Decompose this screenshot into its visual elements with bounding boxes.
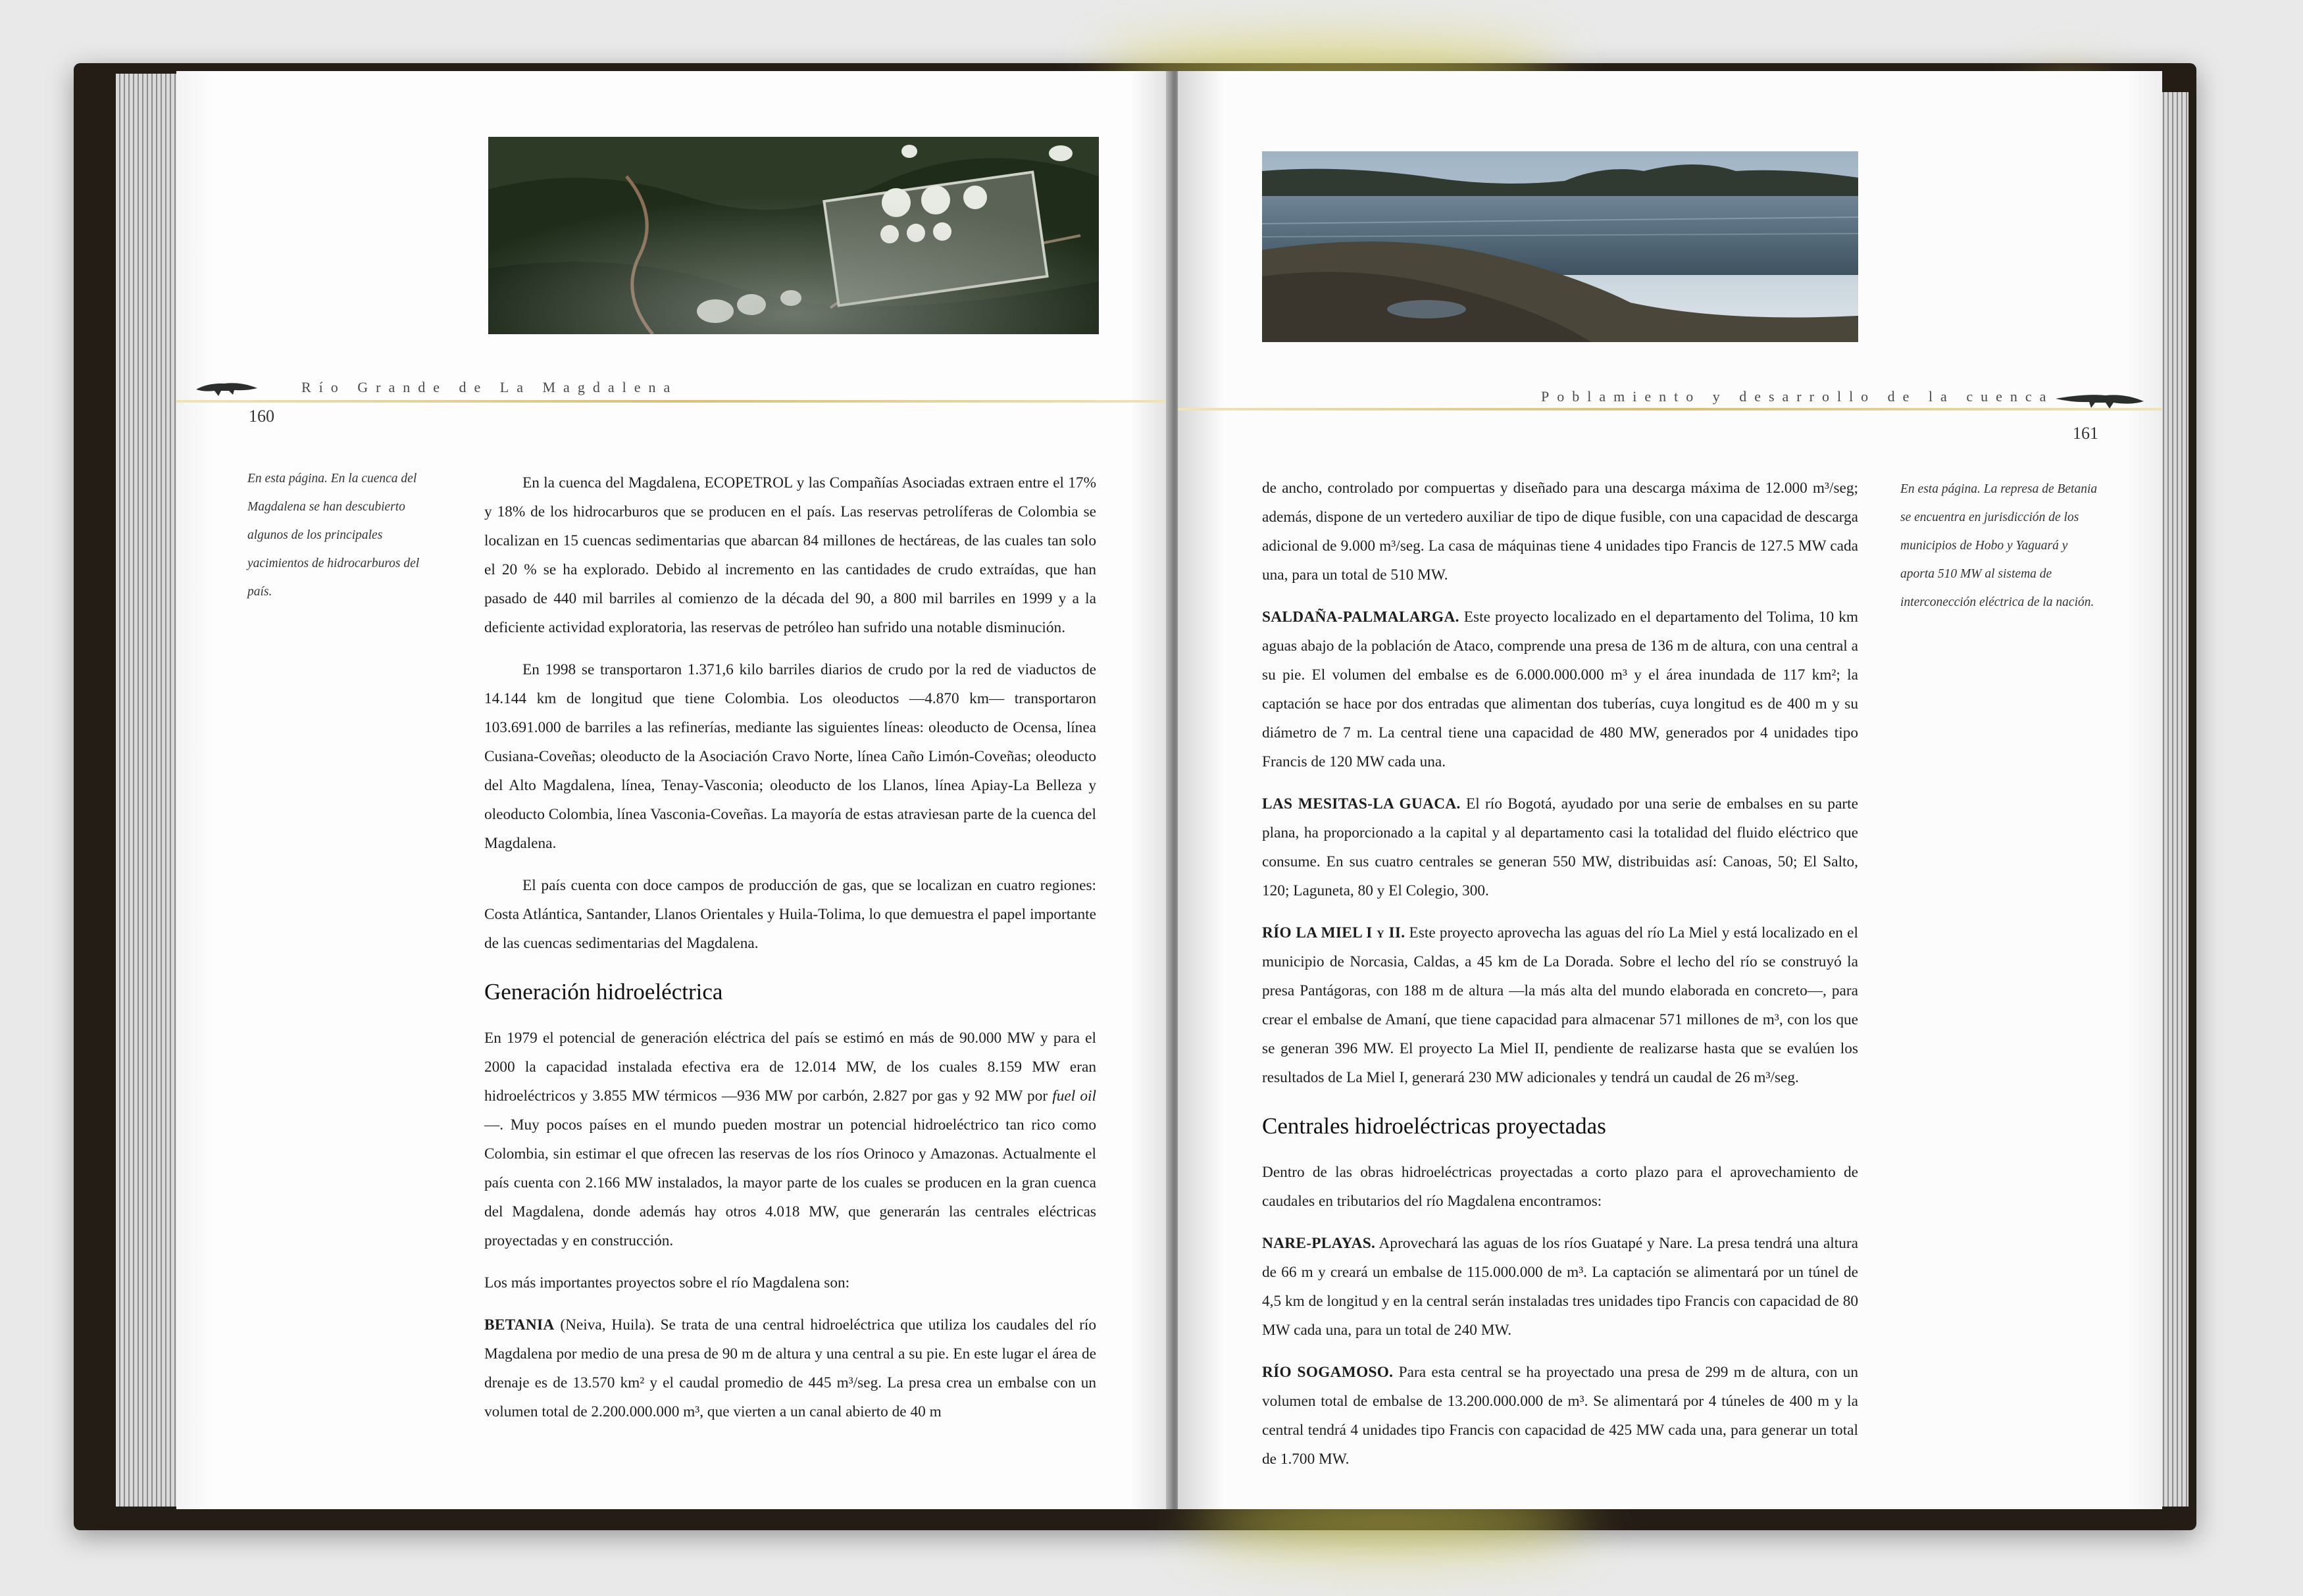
- oil-field-photo-svg: [488, 137, 1099, 334]
- project-name: BETANIA: [484, 1316, 555, 1334]
- right-page: [1178, 71, 2162, 1509]
- paragraph: [484, 1310, 1096, 1426]
- paragraph: En 1998 se transportaron 1.371,6 kilo barriles diarios de crudo por la red de viaductos de 14.144 km de longitud que tiene Colombia. Los oleoductos —4.870 km— transportaron 103.691.000 de barriles a las refinerías, mediante las siguientes líneas: oleoducto de Ocensa, línea Cusiana-Coveñas; oleoducto de la Asociación Cravo Norte, línea Caño Limón-Coveñas; oleoducto del Alto Magdalena, línea, Tenay-Vasconia; oleoducto de los Llanos, línea Apiay-La Belleza y oleoducto Colombia, línea Vasconia-Coveñas. La mayoría de estas atraviesan parte de la cuenca del Magdalena.: [484, 661, 1096, 852]
- running-head-left: Río Grande de La Magdalena: [301, 379, 678, 395]
- project-name: LAS MESITAS-LA GUACA.: [1262, 795, 1461, 812]
- text-run: (Neiva, Huila). Se trata de una central hidroeléctrica que utiliza los caudales del río Magdalena por medio de una presa de 90 m de altura y una central a su pie. En este lugar el área de drenaje es de 13.570 km² y el caudal promedio de 445 m³/seg. La presa crea un embalse con un volumen total de 2.200.000.000 m³, que vierten a un canal abierto de 40 m: [484, 1316, 1096, 1420]
- section-heading: Generación hidroeléctrica: [484, 979, 723, 1005]
- section-heading: Centrales hidroeléctricas proyectadas: [1262, 1113, 1606, 1139]
- paragraph: [1262, 918, 1858, 1092]
- caption-left: En esta página. En la cuenca del Magdalena se han descubierto algunos de los principales yacimientos de hidrocarburos del país.: [247, 472, 420, 599]
- paragraph: [1262, 603, 1858, 776]
- page-number-left: 160: [249, 407, 274, 426]
- paragraph: Dentro de las obras hidroeléctricas proyectadas a corto plazo para el aprovechamiento de caudales en tributarios del río Magdalena encontramos:: [1262, 1164, 1858, 1210]
- text-column-right: [1262, 474, 1858, 1487]
- caiman-icon: [2053, 387, 2145, 413]
- betania-reservoir-photo: [1262, 151, 1858, 342]
- project-name: RÍO LA MIEL I y II.: [1262, 924, 1405, 941]
- page-edges-right: [2160, 92, 2189, 1507]
- text-run: El río Bogotá, ayudado por una serie de embalses en su parte plana, ha proporcionado a la capital y al departamento casi la totalidad del fluido eléctrico que consume. En sus cuatro centrales se generan 550 MW, distribuidas así: Canoas, 50; El Salto, 120; Laguneta, 80 y El Colegio, 300.: [1262, 795, 1858, 899]
- running-head-right: Poblamiento y desarrollo de la cuenca: [1541, 388, 2054, 405]
- text-run: En 1979 el potencial de generación eléctrica del país se estimó en más de 90.000 MW y para el 2000 la capacidad instalada efectiva era de 12.014 MW, de los cuales 8.159 MW eran hidroeléctricos y 3.855 MW térmicos —936 MW por carbón, 2.827 por gas y 92 MW por: [484, 1030, 1096, 1105]
- caption-right: En esta página. La represa de Betania se encuentra en jurisdicción de los municipios de Hobo y Yaguará y aporta 510 MW al sistema de interconección eléctrica de la nación.: [1900, 482, 2098, 609]
- text-run: Este proyecto localizado en el departamento del Tolima, 10 km aguas abajo de la población de Ataco, comprende una presa de 136 m de altura, con una central a su pie. El volumen del embalse es de 6.000.000.000 m³ y el área inundada de 117 km²; la captación se hace por dos entradas que alimentan dos tuberías, cuya longitud es de 400 m y su diámetro de 7 m. La central tiene una capacidad de 480 MW, generados por 4 unidades tipo Francis de 120 MW cada una.: [1262, 609, 1858, 770]
- project-name: SALDAÑA-PALMALARGA.: [1262, 609, 1459, 626]
- italic-term: fuel oil: [1052, 1087, 1096, 1105]
- text-run: Este proyecto aprovecha las aguas del río La Miel y está localizado en el municipio de Norcasia, Caldas, a 45 km de La Dorada. Sobre el lecho del río se construyó la presa Pantágoras, con 188 m de altura —la más alta del mundo elaborada en concreto—, para crear el embalse de Amaní, que tiene capacidad para almacenar 571 millones de m³, con los que se generan 396 MW. El proyecto La Miel II, pendiente de realizarse hasta que se evalúen los resultados de La Miel I, generará 230 MW adicionales y tendrá un caudal de 26 m³/seg.: [1262, 924, 1858, 1086]
- reservoir-photo-svg: [1262, 151, 1858, 342]
- project-name: RÍO SOGAMOSO.: [1262, 1364, 1394, 1381]
- caiman-icon: [195, 375, 261, 400]
- project-name: NARE-PLAYAS.: [1262, 1235, 1376, 1252]
- oil-field-aerial-photo: [488, 137, 1099, 334]
- paragraph: [1262, 1358, 1858, 1474]
- text-run: —. Muy pocos países en el mundo pueden mostrar un potencial hidroeléctrico tan rico como Colombia, sin estimar el que ofrecen las reservas de los ríos Orinoco y Amazonas. Actualmente el país cuenta con 2.166 MW instalados, la mayor parte de los cuales se producen en la gran cuenca del Magdalena, donde además hay otros 4.018 MW, que generarán las centrales eléctricas proyectadas y en construcción.: [484, 1116, 1096, 1249]
- page-number-right: 161: [2073, 424, 2098, 443]
- paragraph: [484, 1024, 1096, 1255]
- text-run: Aprovechará las aguas de los ríos Guatapé y Nare. La presa tendrá una altura de 66 m y creará un embalse de 115.000.000 de m³. La captación se alimentará por un túnel de 4,5 km de longitud y en la central serán instaladas tres unidades tipo Francis con capacidad de 80 MW cada una, para un total de 240 MW.: [1262, 1235, 1858, 1339]
- paragraph: de ancho, controlado por compuertas y diseñado para una descarga máxima de 12.000 m³/seg; además, dispone de un vertedero auxiliar de tipo de dique fusible, con una capacidad de descarga adicional de 9.000 m³/seg. La casa de máquinas tiene 4 unidades tipo Francis de 127.5 MW cada una, para un total de 510 MW.: [1262, 480, 1858, 584]
- paragraph: Los más importantes proyectos sobre el río Magdalena son:: [484, 1274, 850, 1291]
- text-column-left: [484, 468, 1096, 1439]
- text-run: Para esta central se ha proyectado una presa de 299 m de altura, con un volumen total de embalse de 13.200.000.000 de m³. Se alimentará por 4 túneles de 400 m y la central tendrá 4 unidades tipo Francis con capacidad de 425 MW cada una, para generar un total de 1.700 MW.: [1262, 1364, 1858, 1468]
- paragraph: [1262, 1229, 1858, 1345]
- gold-rule-right: [1178, 408, 2162, 411]
- paragraph: El país cuenta con doce campos de producción de gas, que se localizan en cuatro regiones: Costa Atlántica, Santander, Llanos Orientales y Huila-Tolima, lo que demuestra el papel importante de las cuencas sedimentarias del Magdalena.: [484, 877, 1096, 952]
- left-page: [176, 71, 1174, 1509]
- gold-rule-left: [176, 400, 1174, 403]
- paragraph: [1262, 789, 1858, 905]
- paragraph: En la cuenca del Magdalena, ECOPETROL y las Compañías Asociadas extraen entre el 17% y 18% de los hidrocarburos que se producen en el país. Las reservas petrolíferas de Colombia se localizan en 15 cuencas sedimentarias que abarcan 84 millones de hectáreas, de las cuales tan solo el 20 % se ha explorado. Debido al incremento en las cantidades de crudo extraídas, que han pasado de 440 mil barriles al comienzo de la década del 90, a 800 mil barriles en 1999 y a la deficiente actividad exploratoria, las reservas de petróleo han sufrido una notable disminución.: [484, 474, 1096, 636]
- page-edges-left: [116, 74, 178, 1507]
